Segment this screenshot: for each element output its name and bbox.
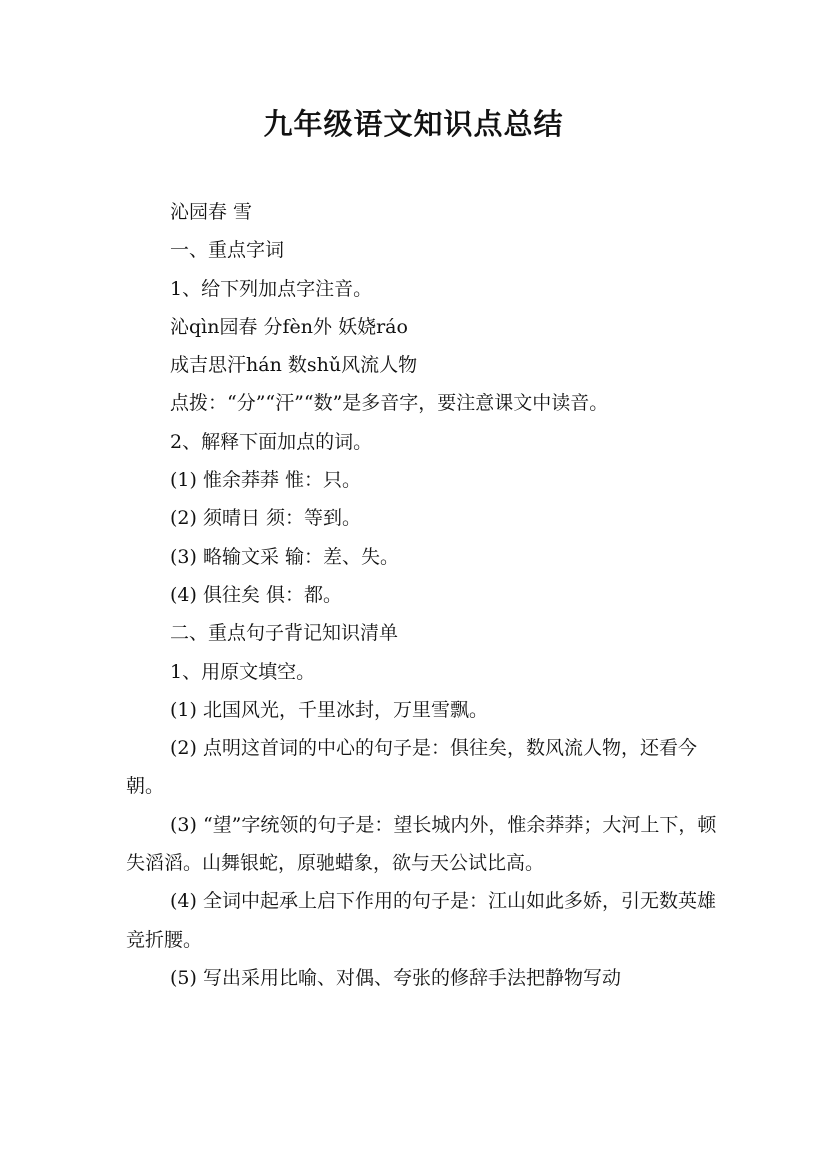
- document-title: 九年级语文知识点总结: [263, 107, 564, 141]
- question-1-heading: 1、给下列加点字注音。: [170, 277, 373, 300]
- fill-in-heading: 1、用原文填空。: [170, 660, 316, 683]
- tip-line: 点拨：“分”“汗”“数”是多音字，要注意课文中读音。: [170, 392, 609, 415]
- pinyin-line-1: 沁qìn园春 分fèn外 妖娆ráo: [170, 315, 408, 338]
- pinyin-line-2: 成吉思汗hán 数shǔ风流人物: [170, 354, 418, 377]
- definition-item-2: (2) 须晴日 须：等到。: [170, 507, 361, 530]
- definition-item-4: (4) 俱往矣 俱：都。: [170, 583, 342, 606]
- fill-in-item-3: (3) “望”字统领的句子是：望长城内外，惟余莽莽；大河上下，顿失滔滔。山舞银蛇，原驰蜡象，欲与天公试比高。: [126, 813, 717, 875]
- document-body: [126, 193, 726, 997]
- definition-item-3: (3) 略输文采 输：差、失。: [170, 545, 399, 568]
- fill-in-item-5: (5) 写出采用比喻、对偶、夸张的修辞手法把静物写动: [170, 966, 621, 989]
- question-2-heading: 2、解释下面加点的词。: [170, 430, 373, 453]
- fill-in-item-2: (2) 点明这首词的中心的句子是：俱往矣，数风流人物，还看今朝。: [126, 737, 697, 798]
- definition-item-1: (1) 惟余莽莽 惟：只。: [170, 469, 361, 492]
- fill-in-item-4: (4) 全词中起承上启下作用的句子是：江山如此多娇，引无数英雄竞折腰。: [126, 890, 716, 951]
- poem-title-line: 沁园春 雪: [170, 201, 253, 223]
- section-heading-key-words: 一、重点字词: [170, 239, 285, 262]
- section-heading-key-sentences: 二、重点句子背记知识清单: [170, 622, 399, 645]
- fill-in-item-1: (1) 北国风光，千里冰封，万里雪飘。: [170, 698, 488, 721]
